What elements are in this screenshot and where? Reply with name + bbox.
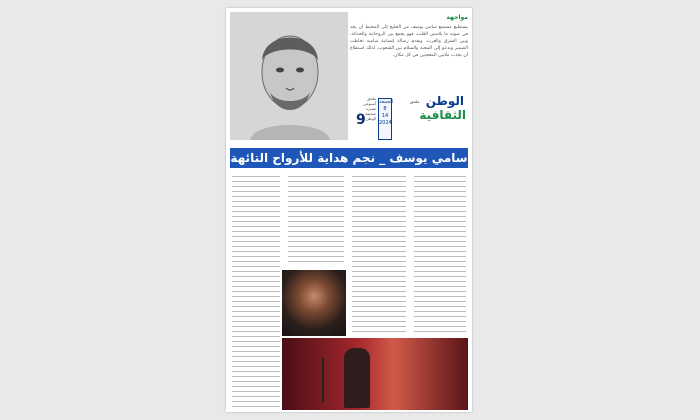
date-box [378,98,392,140]
portrait-sketch-image [230,12,348,140]
article-column-4 [412,172,468,334]
headline-banner: سامي يوسف _ نجم هداية للأرواح التائهة [230,148,468,168]
article-column-2 [286,172,346,264]
article-column-1 [230,172,282,408]
date-line-2: 8 [383,106,387,112]
newspaper-page [226,8,472,412]
logo-line-1: الوطن [425,94,464,108]
section-tag: مواجهة [446,14,468,21]
performer-figure [344,348,370,408]
intro-text: يستطيع مستمع سامي يوسف من الخليج إلى المحيط أن يجد في صوته ما يلامس القلب، فهو يجمع بين الروحانية والحداثة، وبين الشرق والغرب، ويقدم رسالة إنسانية سامية تخاطب الضمير وتدعو إلى المحبة والسلام بين الشعوب، لذلك استطاع أن يجذب ملايين المعجبين في كل مكان. [350,25,468,58]
article-column-3 [350,172,408,334]
portrait-illustration [230,12,348,140]
intro-block [350,14,468,90]
mini-note: ملحق أسبوعي تصدره صحيفة الوطن [363,96,376,121]
date-line-4: 2024 [379,120,392,126]
concert-photo-large [282,338,468,410]
page-number: 9 [356,112,366,128]
singer-photo-small [282,270,346,336]
date-line-1: الجمعة [379,99,394,105]
date-line-3: 14 [381,113,389,119]
microphone-stand [322,358,324,402]
logo-line-2: الثقافية [419,108,466,122]
logo-tag: ملحق [410,99,420,104]
masthead-logo [410,94,466,136]
